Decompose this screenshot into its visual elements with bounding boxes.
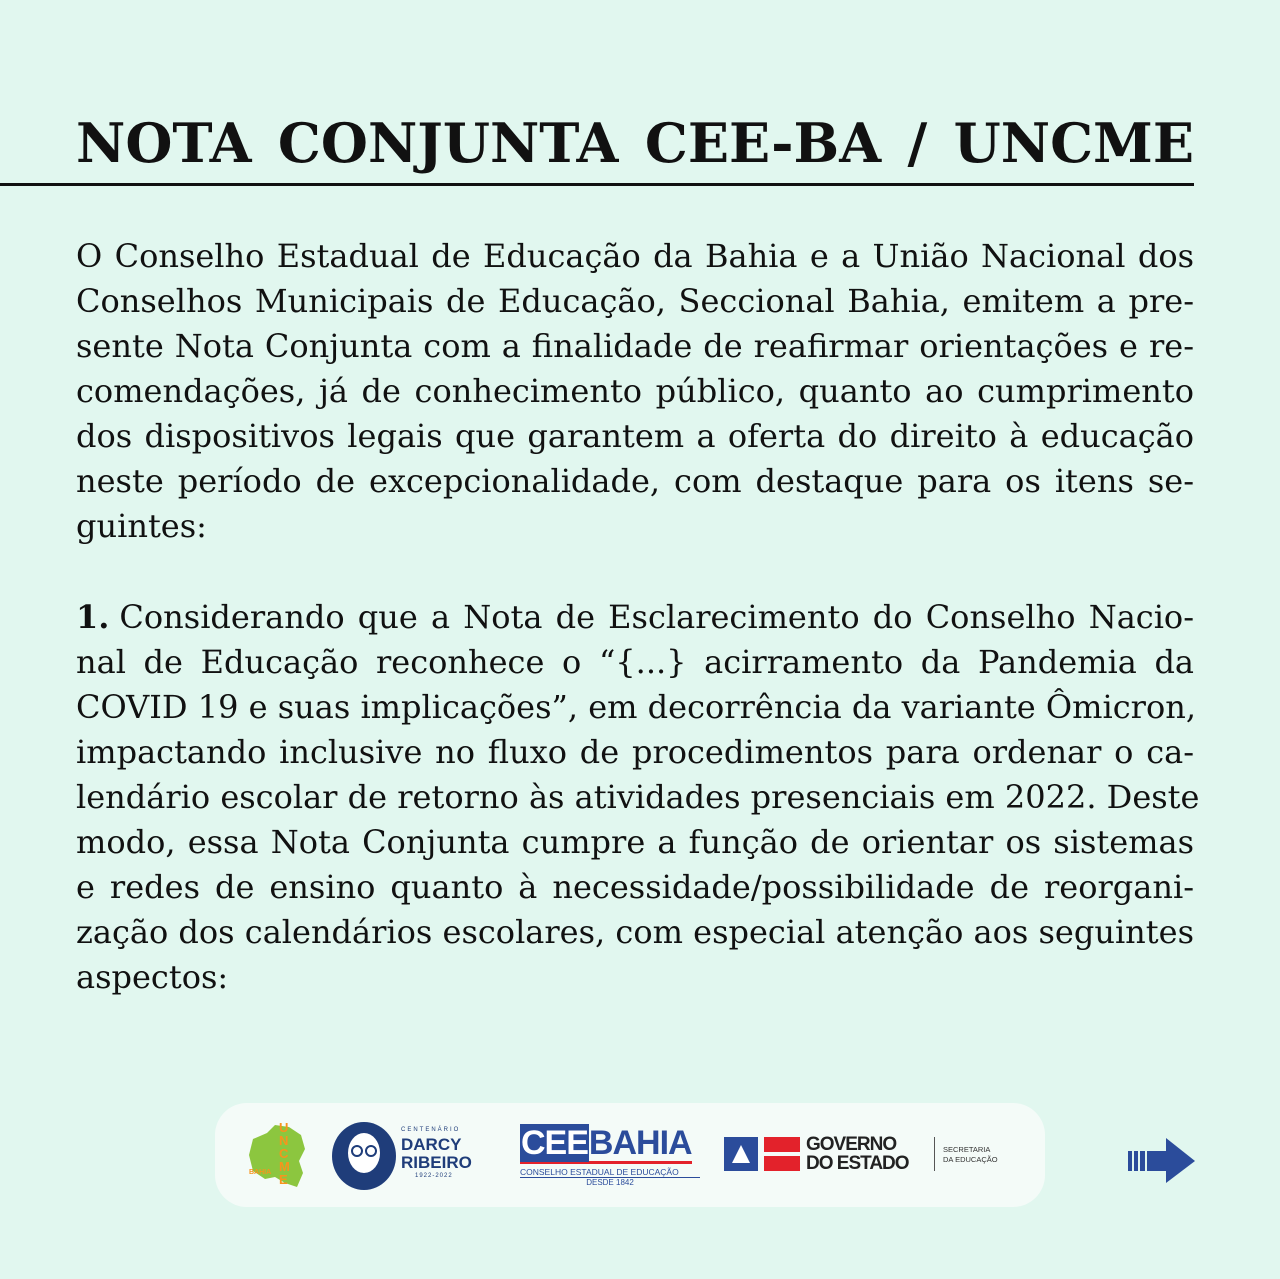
darcy-centenary-label: CENTENÁRIO <box>401 1127 461 1133</box>
uncme-bahia-logo <box>245 1121 309 1191</box>
text-line: aspectos: <box>76 958 229 996</box>
text-line <box>76 595 1194 640</box>
text-line: guintes: <box>76 507 207 545</box>
partner-logos-bar <box>215 1103 1045 1207</box>
text-line: modo, essa Nota Conjunta cumpre a função de orientar os sistemas <box>76 823 1194 861</box>
cee-since: DESDE 1842 <box>520 1177 700 1188</box>
text-line: nal de Educação reconhece o “{...} acirramento da Pandemia da <box>76 643 1194 681</box>
darcy-name: DARCY RIBEIRO <box>401 1135 472 1172</box>
text-line: impactando inclusive no fluxo de procedimentos para ordenar o ca- <box>76 733 1194 771</box>
cee-bahia-wordmark: CEEBAHIA <box>521 1124 692 1162</box>
darcy-ribeiro-centenary-logo <box>331 1121 481 1191</box>
text-line: dos dispositivos legais que garantem a oferta do direito à educação <box>76 417 1194 455</box>
cee-bahia-logo <box>520 1125 705 1189</box>
text-line: COVID 19 e suas implicações”, em decorrência da variante Ômicron, <box>76 688 1196 726</box>
text-line: Conselhos Municipais de Educação, Seccional Bahia, emitem a pre- <box>76 282 1194 320</box>
bahia-map-icon <box>245 1121 309 1191</box>
text-line: neste período de excepcionalidade, com destaque para os itens se- <box>76 462 1194 500</box>
darcy-years: 1922-2022 <box>415 1173 453 1179</box>
text-line: O Conselho Estadual de Educação da Bahia e a União Nacional dos <box>76 237 1194 275</box>
governo-divider <box>934 1137 935 1171</box>
item-1-paragraph <box>76 595 1200 1000</box>
text-line: zação dos calendários escolares, com especial atenção aos seguintes <box>76 913 1194 951</box>
uncme-region-label: BAHIA <box>249 1169 272 1176</box>
intro-paragraph <box>76 234 1194 549</box>
title-divider <box>0 183 1194 186</box>
page-title: NOTA CONJUNTA CEE-BA / UNCME <box>76 111 1194 175</box>
cee-subtitle: CONSELHO ESTADUAL DE EDUCAÇÃO <box>520 1167 679 1177</box>
governo-bahia-logo <box>724 1135 1024 1179</box>
text-line: e redes de ensino quanto à necessidade/possibilidade de reorgani- <box>76 868 1194 906</box>
text-line-content: Considerando que a Nota de Esclarecimento do Conselho Nacio- <box>119 598 1194 636</box>
text-line: sente Nota Conjunta com a finalidade de reafirmar orientações e re- <box>76 327 1194 365</box>
governo-text: GOVERNO DO ESTADO <box>806 1134 909 1174</box>
secretaria-text: SECRETARIA DA EDUCAÇÃO <box>943 1145 998 1164</box>
arrow-right-icon <box>1128 1138 1196 1184</box>
text-line: lendário escolar de retorno às atividades presenciais em 2022. Deste <box>76 778 1200 816</box>
darcy-portrait-icon <box>331 1121 397 1191</box>
text-line: comendações, já de conhecimento público, quanto ao cumprimento <box>76 372 1194 410</box>
uncme-letters: UNCME <box>279 1120 290 1187</box>
item-number: 1. <box>76 598 110 636</box>
next-page-button[interactable] <box>1128 1138 1196 1188</box>
governo-flag-icon <box>724 1135 802 1175</box>
